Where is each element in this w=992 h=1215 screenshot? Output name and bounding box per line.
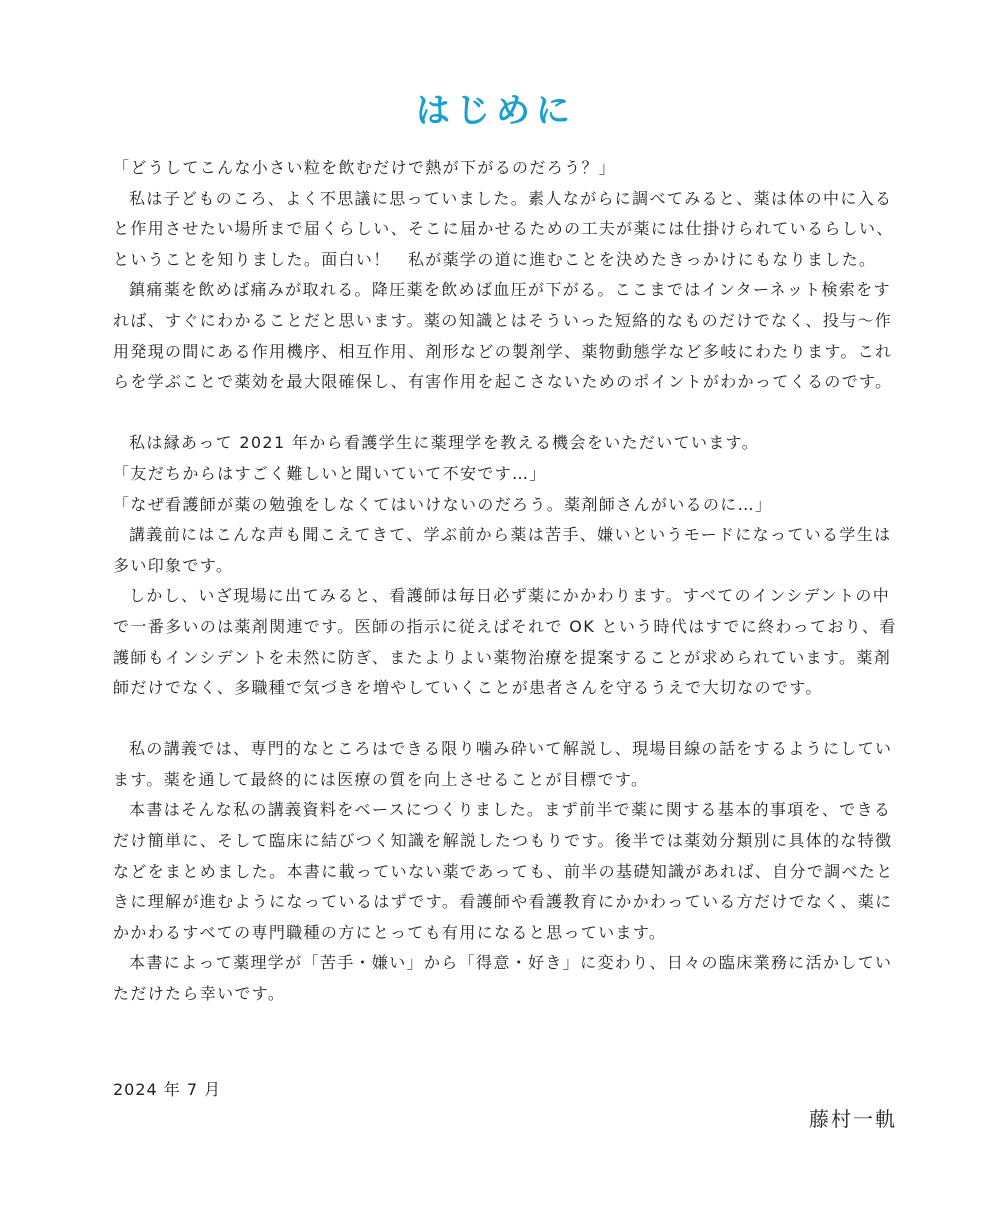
paragraph: 私は子どものころ、よく不思議に思っていました。素人ながらに調べてみると、薬は体の中に入ると作用させたい場所まで届くらしい、そこに届かせるための工夫が薬には仕掛けられているらしい、ということを知りました。面白い！ 私が薬学の道に進むことを決めたきっかけにもなりました。 [113,188,894,269]
paragraph: 私は縁あって 2021 年から看護学生に薬理学を教える機会をいただいています。 [129,433,760,453]
paragraph: 私の講義では、専門的なところはできる限り噛み砕いて解説し、現場目線の話をするようにしています。薬を通して最終的には医療の質を向上させることが目標です。 [113,739,893,789]
quote-line: 「どうしてこんな小さい粒を飲むだけで熱が下がるのだろう？」 [113,158,617,177]
paragraph: 講義前にはこんな声も聞こえてきて、学ぶ前から薬は苦手、嫌いというモードになっている学生は多い印象です。 [113,525,892,575]
blank-line [113,398,899,429]
quote-line: 「なぜ看護師が薬の勉強をしなくてはいけないのだろう。薬剤師さんがいるのに…」 [113,494,773,514]
paragraph: しかし、いざ現場に出てみると、看護師は毎日必ず薬にかかわります。すべてのインシデントの中で一番多いのは薬剤関連です。医師の指示に従えばそれで OK という時代はすでに終わっており、看護師もインシデントを未然に防ぎ、またよりよい薬物治療を提案することが求められています。薬剤師だけでなく、多職種で気づきを増やしていくことが患者さんを守るうえで大切なのです。 [113,586,897,698]
author-name: 藤村一軌 [809,1107,897,1131]
date-line: 2024 年 7 月 [113,1080,222,1099]
quote-line: 「友だちからはすごく難しいと聞いていて不安です…」 [113,463,547,483]
paragraph: 本書によって薬理学が「苦手・嫌い」から「得意・好き」に変わり、日々の臨床業務に活かしていただけたら幸いです。 [113,953,893,1004]
blank-line [113,704,899,735]
paragraph: 鎮痛薬を飲めば痛みが取れる。降圧薬を飲めば血圧が下がる。ここまではインターネット検索をすれば、すぐにわかることだと思います。薬の知識とはそういった短絡的なものだけでなく、投与～作用発現の間にある作用機序、相互作用、剤形などの製剤学、薬物動態学など多岐にわたります。これらを学ぶことで薬効を最大限確保し、有害作用を起こさないためのポイントがわかってくるのです。 [113,280,893,392]
body-text [113,153,899,1010]
paragraph: 本書はそんな私の講義資料をベースにつくりました。まず前半で薬に関する基本的事項を、できるだけ簡単に、そして臨床に結びつく知識を解説したつもりです。後半では薬効分類別に具体的な特徴などをまとめました。本書に載っていない薬であっても、前半の基礎知識があれば、自分で調べたときに理解が進むようになっているはずです。看護師や看護教育にかかわっている方だけでなく、薬にかかわるすべての専門職種の方にとっても有用になると思っています。 [113,800,894,942]
page-title: はじめに [416,91,576,131]
